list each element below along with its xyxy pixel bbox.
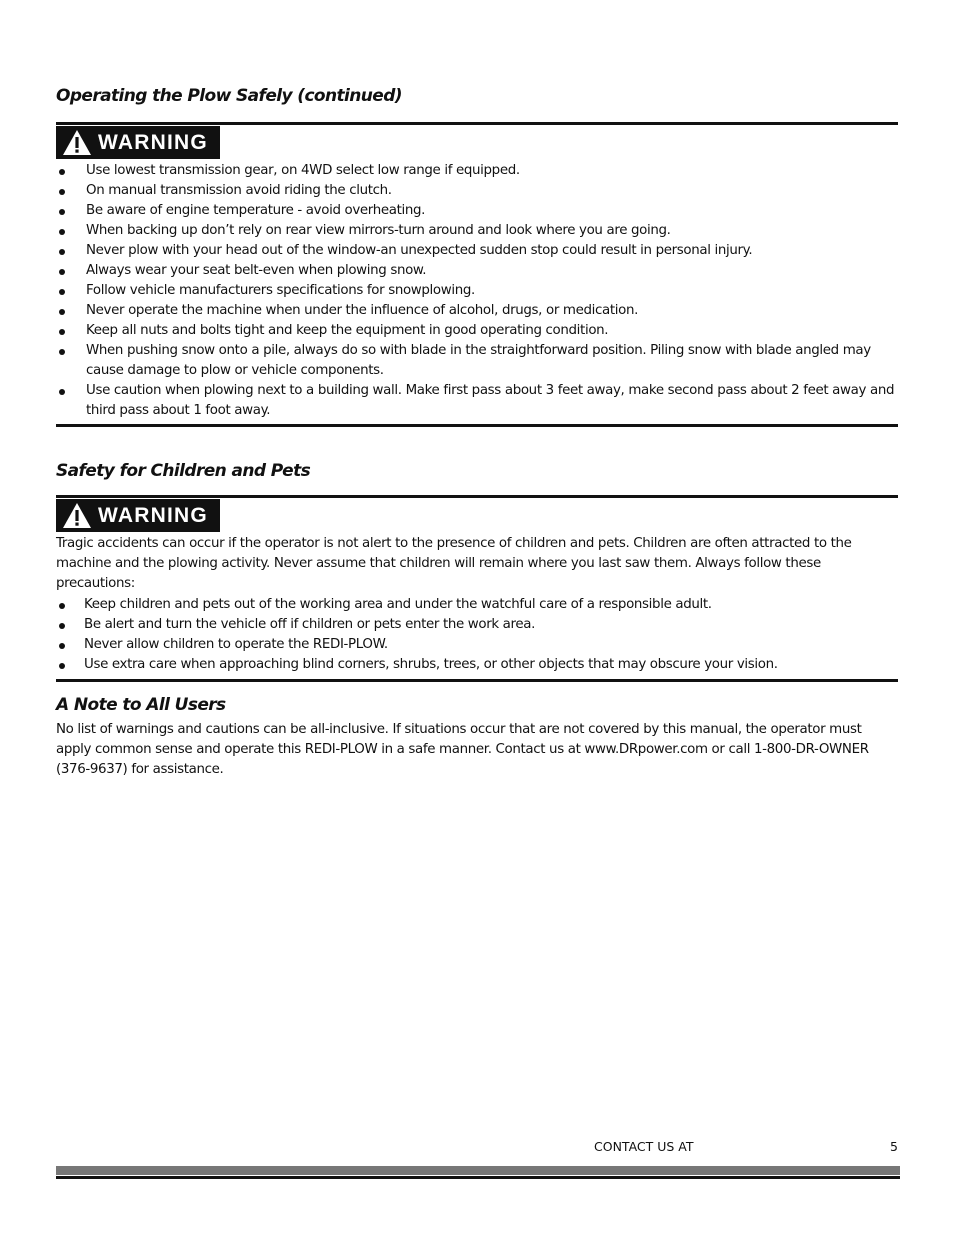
bullet-dot-icon [59,603,65,609]
warning-triangle-icon [62,129,92,156]
section-heading-operating: Operating the Plow Safely (continued) [56,86,402,106]
warning-triangle-icon [62,502,92,529]
section-rule-bottom [56,424,898,427]
page-number: 5 [890,1139,898,1154]
bullet-dot-icon [59,349,65,355]
list-item [56,655,898,675]
note-paragraph: No list of warnings and cautions can be all-inclusive. If situations occur that are not covered by this manual, the operator must apply common sense and operate this REDI-PLOW in a safe manner. Contact us at www.DRpower.com or call 1-800-DR-OWNER (376-9637) for assistance. [56,722,869,777]
children-intro-paragraph: Tragic accidents can occur if the operator is not alert to the presence of children and pets. Children are often attracted to the machine and the plowing activity. Never assume that children will remain where you last saw them. Always follow these precautions: [56,536,852,591]
bullet-dot-icon [59,643,65,649]
list-item-text: On manual transmission avoid riding the clutch. [86,183,392,198]
list-item [56,595,898,615]
list-item [56,281,898,301]
list-item [56,341,898,381]
warning-banner [56,126,220,159]
bullet-dot-icon [59,389,65,395]
bullet-dot-icon [59,169,65,175]
bullet-dot-icon [59,269,65,275]
warning-label: WARNING [98,130,208,154]
list-item [56,635,898,655]
list-item-text: When pushing snow onto a pile, always do so with blade in the straightforward position. Piling snow with blade angled may cause damage to plow or vehicle components. [86,343,871,378]
warning-label: WARNING [98,503,208,527]
list-item-text: Be alert and turn the vehicle off if children or pets enter the work area. [84,617,536,632]
list-item [56,241,898,261]
list-item [56,301,898,321]
bullet-dot-icon [59,209,65,215]
section-heading-children: Safety for Children and Pets [56,461,311,481]
bullet-dot-icon [59,189,65,195]
list-item-text: Use caution when plowing next to a building wall. Make first pass about 3 feet away, make second pass about 2 feet away and third pass about 1 foot away. [86,383,895,418]
list-item-text: Never allow children to operate the REDI-PLOW. [84,637,388,652]
list-item-text: Always wear your seat belt-even when plowing snow. [86,263,427,278]
list-item [56,161,898,181]
footer-bar-line [56,1176,900,1179]
list-item-text: Keep children and pets out of the working area and under the watchful care of a responsible adult. [84,597,712,612]
bullet-dot-icon [59,663,65,669]
list-item-text: Use extra care when approaching blind corners, shrubs, trees, or other objects that may obscure your vision. [84,657,778,672]
bullet-dot-icon [59,289,65,295]
list-item [56,381,898,421]
footer-bar [56,1166,900,1175]
section-rule-bottom [56,679,898,682]
list-item [56,201,898,221]
bullet-dot-icon [59,329,65,335]
list-item-text: Keep all nuts and bolts tight and keep the equipment in good operating condition. [86,323,609,338]
bullet-dot-icon [59,309,65,315]
section-rule-top [56,495,898,498]
warning-banner [56,499,220,532]
list-item-text: When backing up don’t rely on rear view mirrors-turn around and look where you are going. [86,223,671,238]
list-item [56,321,898,341]
list-item-text: Use lowest transmission gear, on 4WD select low range if equipped. [86,163,520,178]
list-item [56,181,898,201]
section-rule-top [56,122,898,125]
bullet-list-operating [56,161,898,421]
bullet-list-children [56,595,898,675]
list-item [56,261,898,281]
list-item-text: Follow vehicle manufacturers specifications for snowplowing. [86,283,475,298]
bullet-dot-icon [59,229,65,235]
bullet-dot-icon [59,623,65,629]
bullet-dot-icon [59,249,65,255]
list-item [56,615,898,635]
footer-contact: CONTACT US AT [594,1139,694,1154]
list-item-text: Never operate the machine when under the influence of alcohol, drugs, or medication. [86,303,639,318]
section-heading-note: A Note to All Users [56,695,226,715]
list-item [56,221,898,241]
list-item-text: Be aware of engine temperature - avoid overheating. [86,203,426,218]
list-item-text: Never plow with your head out of the window-an unexpected sudden stop could result in personal injury. [86,243,753,258]
